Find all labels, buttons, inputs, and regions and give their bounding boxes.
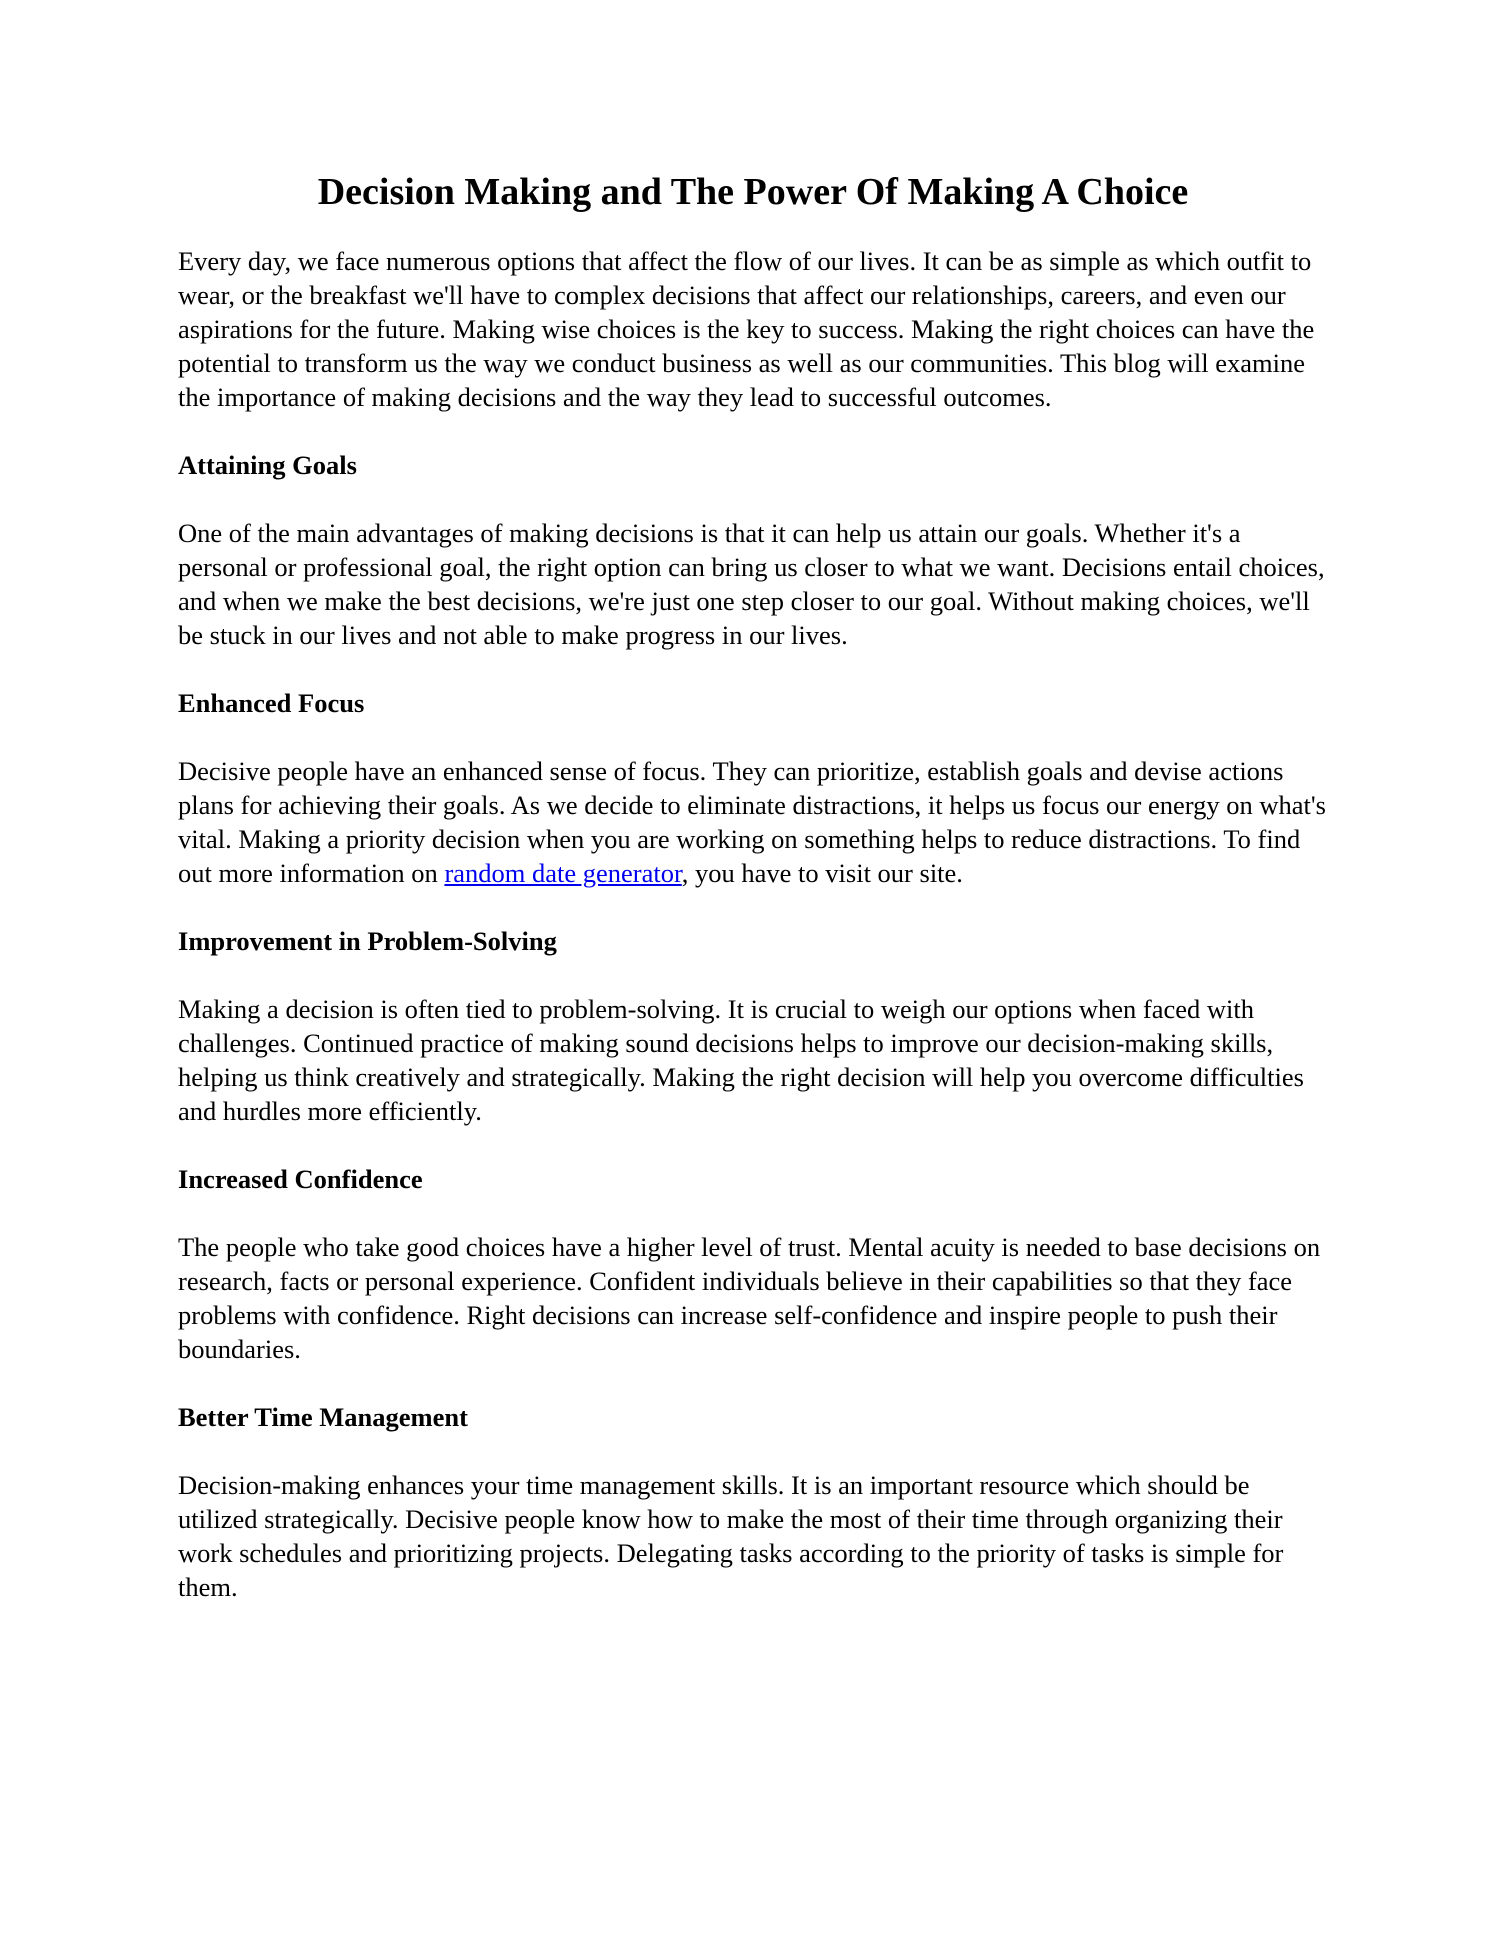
section-body-enhanced-focus	[178, 754, 1328, 890]
random-date-generator-link[interactable]: random date generator	[444, 857, 682, 888]
section-body-problem-solving: Making a decision is often tied to problem-solving. It is crucial to weigh our options when faced with challenges. Continued practice of making sound decisions helps to improve our decision-making skills, helping us think creatively and strategically. Making the right decision will help you overcome difficulties and hurdles more efficiently.	[178, 993, 1304, 1126]
section-heading-attaining-goals: Attaining Goals	[178, 449, 357, 480]
section-body-increased-confidence: The people who take good choices have a higher level of trust. Mental acuity is needed to base decisions on research, facts or personal experience. Confident individuals believe in their capabilities so that they face problems with confidence. Right decisions can increase self-confidence and inspire people to push their boundaries.	[178, 1231, 1321, 1364]
section-body-attaining-goals: One of the main advantages of making decisions is that it can help us attain our goals. Whether it's a personal or professional goal, the right option can bring us closer to what we want. Decisions entail choices, and when we make the best decisions, we're just one step closer to our goal. Without making choices, we'll be stuck in our lives and not able to make progress in our lives.	[178, 517, 1325, 650]
section-heading-time-management: Better Time Management	[178, 1401, 468, 1432]
intro-paragraph: Every day, we face numerous options that affect the flow of our lives. It can be as simple as which outfit to wear, or the breakfast we'll have to complex decisions that affect our relationships, careers, and even our aspirations for the future. Making wise choices is the key to success. Making the right choices can have the potential to transform us the way we conduct business as well as our communities. This blog will examine the importance of making decisions and the way they lead to successful outcomes.	[178, 245, 1315, 412]
enhanced-focus-text-after-link: , you have to visit our site.	[681, 857, 963, 888]
document-page	[178, 170, 1328, 1638]
section-body-time-management: Decision-making enhances your time management skills. It is an important resource which should be utilized strategically. Decisive people know how to make the most of their time through organizing their work schedules and prioritizing projects. Delegating tasks according to the priority of tasks is simple for them.	[178, 1469, 1284, 1602]
section-heading-problem-solving: Improvement in Problem-Solving	[178, 925, 557, 956]
page-title: Decision Making and The Power Of Making A Choice	[317, 171, 1189, 213]
section-heading-increased-confidence: Increased Confidence	[178, 1163, 423, 1194]
enhanced-focus-text-before-link: Decisive people have an enhanced sense of focus. They can prioritize, establish goals and devise actions plans for achieving their goals. As we decide to eliminate distractions, it helps us focus our energy on what's vital. Making a priority decision when you are working on something helps to reduce distractions. To find out more information on	[178, 755, 1326, 888]
section-heading-enhanced-focus: Enhanced Focus	[178, 687, 365, 718]
